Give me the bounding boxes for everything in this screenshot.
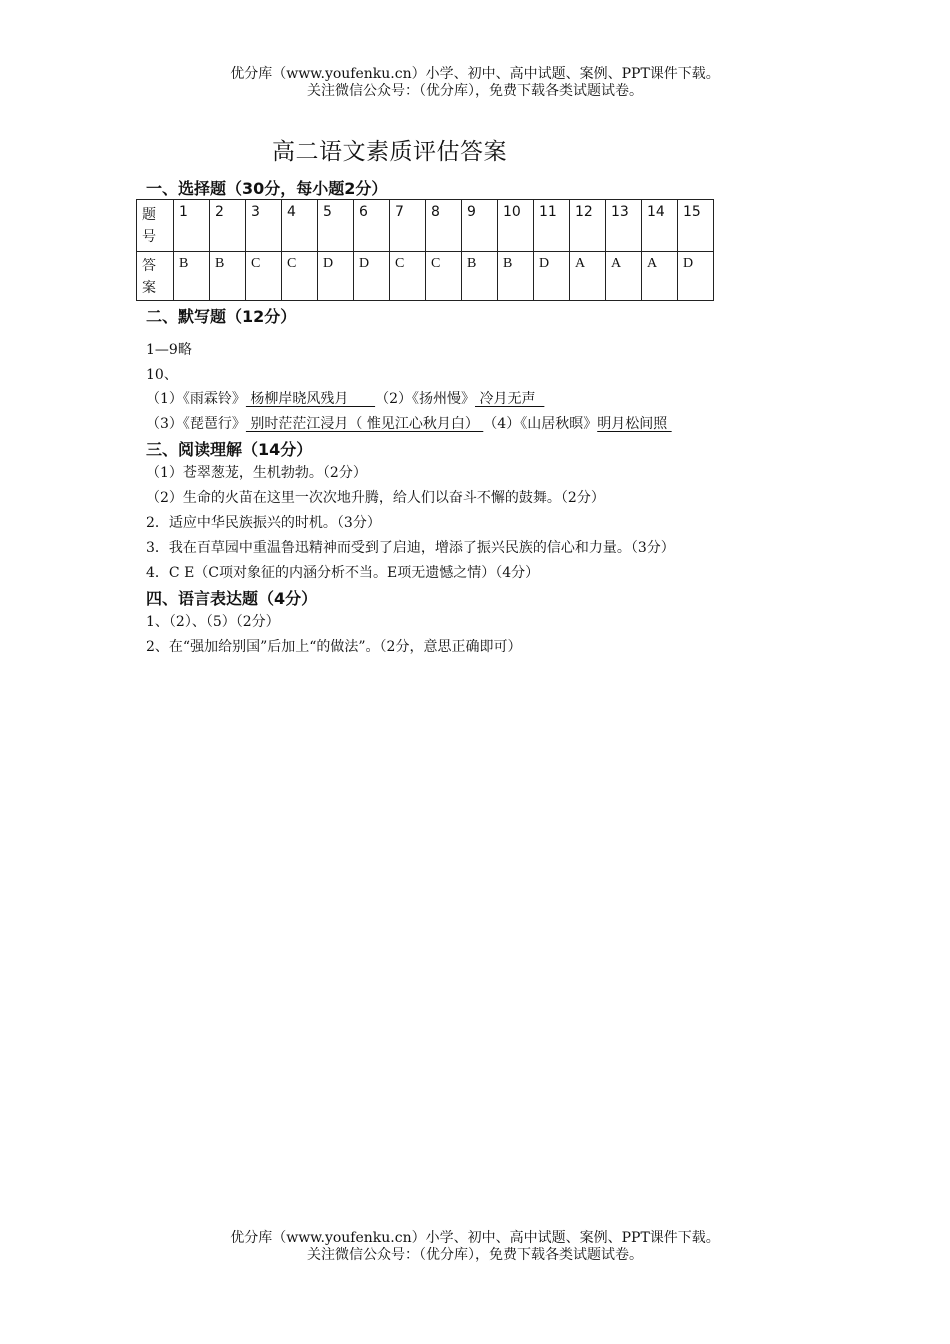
section-4-heading: 四、语言表达题（4分） xyxy=(146,589,318,608)
row-label-char: 题 xyxy=(142,207,156,223)
document-title: 高二语文素质评估答案 xyxy=(272,139,507,165)
section-2-answers-row-1 xyxy=(146,388,544,408)
question-number-cell: 8 xyxy=(426,200,462,252)
answer-cell: C xyxy=(390,252,426,301)
question-number-cell: 10 xyxy=(498,200,534,252)
section-3-heading: 三、阅读理解（14分） xyxy=(146,440,313,459)
row-label-answer xyxy=(137,252,174,301)
row-label-char: 案 xyxy=(142,281,156,296)
answer-cell: C xyxy=(282,252,318,301)
section-3-line: 3．我在百草园中重温鲁迅精神而受到了启迪，增添了振兴民族的信心和力量。（3分） xyxy=(146,540,675,556)
poem-label: （3）《琵琶行》 xyxy=(146,416,246,432)
answer-cell: D xyxy=(318,252,354,301)
section-3-line: 4．C E（C项对象征的内涵分析不当。E项无遗憾之情）（4分） xyxy=(146,565,540,581)
poem-label: （2）《扬州慢》 xyxy=(375,391,475,407)
answer-cell: B xyxy=(174,252,210,301)
section-4-line: 1、（2）、（5）（2分） xyxy=(146,614,280,630)
header-line-1: 优分库（www.youfenku.cn）小学、初中、高中试题、案例、PPT课件下载。 xyxy=(230,66,720,82)
question-number-cell: 11 xyxy=(534,200,570,252)
section-1-heading: 一、选择题（30分，每小题2分） xyxy=(146,179,388,198)
poem-label: （1）《雨霖铃》 xyxy=(146,391,246,407)
section-2-answers-row-2 xyxy=(146,413,672,433)
question-number-cell: 6 xyxy=(354,200,390,252)
answer-cell: A xyxy=(570,252,606,301)
poem-answer: 冷月无声 xyxy=(475,391,545,407)
poem-answer: 别时茫茫江浸月（ 惟见江心秋月白） xyxy=(245,416,484,432)
question-number-cell: 15 xyxy=(678,200,714,252)
section-3-line: 2．适应中华民族振兴的时机。（3分） xyxy=(146,515,381,531)
answer-row xyxy=(137,252,714,301)
row-label-char: 答 xyxy=(142,259,156,274)
poem-answer: 杨柳岸晓风残月 xyxy=(245,391,376,407)
section-2-line-2: 10、 xyxy=(146,367,178,383)
header-line-2: 关注微信公众号：（优分库），免费下载各类试题试卷。 xyxy=(307,83,643,99)
footer-line-1: 优分库（www.youfenku.cn）小学、初中、高中试题、案例、PPT课件下载。 xyxy=(230,1230,720,1246)
question-number-cell: 2 xyxy=(210,200,246,252)
question-number-cell: 7 xyxy=(390,200,426,252)
answer-cell: C xyxy=(246,252,282,301)
question-number-cell: 12 xyxy=(570,200,606,252)
question-number-cell: 14 xyxy=(642,200,678,252)
question-number-cell: 4 xyxy=(282,200,318,252)
answer-cell: A xyxy=(642,252,678,301)
answer-cell: D xyxy=(534,252,570,301)
answer-cell: A xyxy=(606,252,642,301)
poem-label: （4）《山居秋暝》 xyxy=(483,416,598,432)
answer-cell: B xyxy=(498,252,534,301)
section-3-line: （2）生命的火苗在这里一次次地升腾，给人们以奋斗不懈的鼓舞。（2分） xyxy=(146,490,605,506)
page-footer xyxy=(0,1230,950,1264)
question-number-cell: 13 xyxy=(606,200,642,252)
answer-table xyxy=(136,199,714,301)
question-number-cell: 5 xyxy=(318,200,354,252)
answer-cell: C xyxy=(426,252,462,301)
poem-answer: 明月松间照 xyxy=(597,416,672,432)
section-2-heading: 二、默写题（12分） xyxy=(146,307,297,326)
question-number-row xyxy=(137,200,714,252)
row-label-question-number xyxy=(137,200,174,252)
answer-cell: D xyxy=(678,252,714,301)
answer-cell: B xyxy=(462,252,498,301)
section-3-line: （1）苍翠葱茏，生机勃勃。（2分） xyxy=(146,465,367,481)
section-4-line: 2、在“强加给别国”后加上“的做法”。（2分，意思正确即可） xyxy=(146,639,522,655)
footer-line-2: 关注微信公众号：（优分库），免费下载各类试题试卷。 xyxy=(307,1247,643,1263)
answer-cell: B xyxy=(210,252,246,301)
question-number-cell: 3 xyxy=(246,200,282,252)
row-label-char: 号 xyxy=(142,229,156,245)
page-header xyxy=(0,66,950,100)
answer-cell: D xyxy=(354,252,390,301)
question-number-cell: 1 xyxy=(174,200,210,252)
section-2-line-1: 1—9略 xyxy=(146,342,192,358)
question-number-cell: 9 xyxy=(462,200,498,252)
